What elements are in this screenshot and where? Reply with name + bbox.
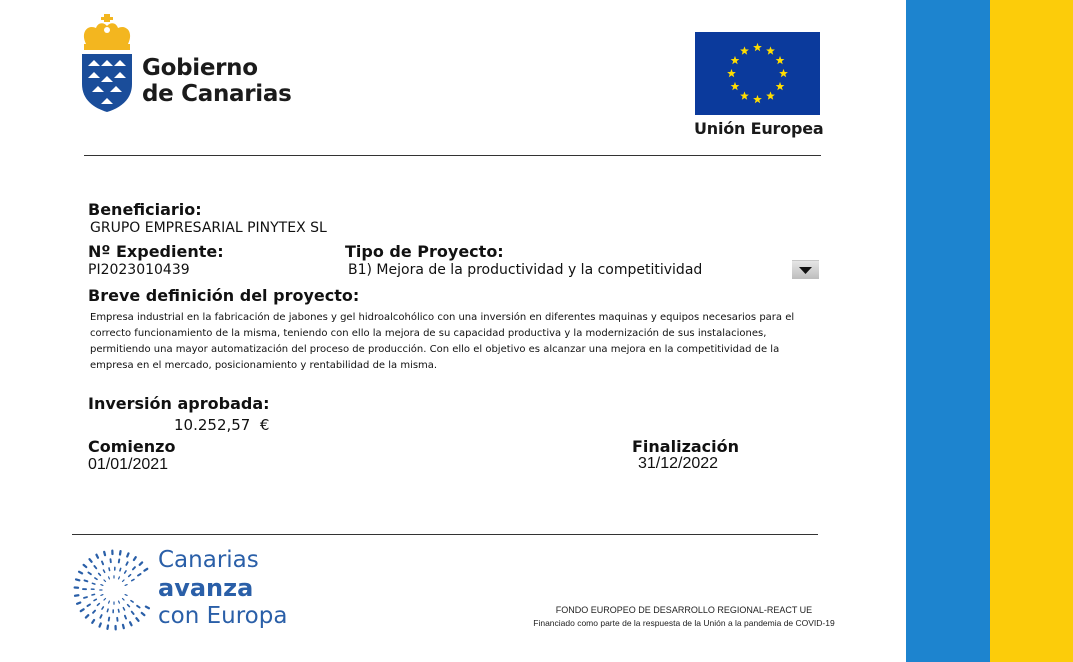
canarias-line2: avanza <box>158 574 254 602</box>
comienzo-label: Comienzo <box>88 437 176 456</box>
burst-dash <box>103 570 104 572</box>
fondo-line1: FONDO EUROPEO DE DESARROLLO REGIONAL-REACT UE <box>555 605 813 615</box>
burst-dash <box>104 598 106 600</box>
canarias-flag-yellow-stripe <box>990 0 1073 662</box>
burst-dash <box>101 595 103 596</box>
burst-dash <box>127 553 128 556</box>
burst-dash <box>125 595 127 596</box>
gobierno-canarias-crest-icon <box>80 14 134 112</box>
burst-dash <box>90 559 92 562</box>
definicion-label: Breve definición del proyecto: <box>88 286 360 305</box>
burst-dash <box>93 611 95 613</box>
gobierno-line2: de Canarias <box>142 81 292 107</box>
finalizacion-label: Finalización <box>632 437 740 456</box>
burst-dash <box>131 601 133 602</box>
burst-dash <box>94 566 96 568</box>
burst-dash <box>92 620 94 623</box>
definicion-value: Empresa industrial en la fabricación de jabones y gel hidroalcohólico con una inversión en diferentes maquinas y equipos necesarios para el correcto funcionamiento de la misma, teniendo con ello la mejora de su capacidad productiva y la modernización de sus instalaciones, permitiendo una mayor automatización del proceso de producción. Con ello el objetivo es alcanzar una mejora en la competitividad de la empresa en el mercado, posicionamiento y rentabilidad de la misma. <box>90 312 795 371</box>
burst-dash <box>136 618 138 621</box>
burst-dash <box>142 613 145 615</box>
tipo-proyecto-dropdown-button[interactable] <box>792 260 819 279</box>
burst-dash <box>125 616 126 619</box>
gobierno-canarias-wordmark <box>142 55 292 107</box>
burst-dash <box>85 580 88 581</box>
burst-dash <box>130 622 132 625</box>
tipo-proyecto-value[interactable]: B1) Mejora de la productividad y la competitividad <box>348 262 703 278</box>
burst-dash <box>132 612 134 614</box>
burst-dash <box>79 572 82 574</box>
burst-dash <box>94 599 96 600</box>
burst-dash <box>132 579 134 580</box>
chevron-down-icon <box>792 261 819 279</box>
inversion-label: Inversión aprobada: <box>88 394 270 413</box>
burst-dash <box>146 607 149 609</box>
burst-dash <box>119 577 120 579</box>
burst-dash <box>84 565 87 567</box>
burst-dash <box>84 597 87 598</box>
expediente-value: PI2023010439 <box>88 262 190 278</box>
burst-dash <box>100 623 101 626</box>
burst-dash <box>96 555 98 558</box>
burst-dash <box>125 571 126 573</box>
burst-dash <box>126 562 127 565</box>
currency-symbol: € <box>259 416 270 434</box>
burst-dash <box>137 606 139 608</box>
eu-flag-icon <box>695 32 820 115</box>
finalizacion-value: 31/12/2022 <box>638 455 719 472</box>
eu-label: Unión Europea <box>694 119 824 138</box>
burst-dash <box>144 569 147 571</box>
burst-dash <box>75 595 78 596</box>
burst-dash <box>109 601 110 603</box>
canarias-line3: con Europa <box>158 603 288 629</box>
burst-dash <box>123 625 124 628</box>
burst-dash <box>86 615 88 617</box>
gobierno-line1: Gobierno <box>142 55 258 81</box>
fondo-line2: Financiado como parte de la respuesta de la Unión a la pandemia de COVID-19 <box>533 618 835 628</box>
burst-dash <box>120 551 121 554</box>
burst-dash <box>99 573 101 575</box>
beneficiario-value: GRUPO EMPRESARIAL PINYTEX SL <box>90 220 327 236</box>
burst-dash <box>109 618 110 621</box>
burst-dash <box>128 605 130 607</box>
burst-dash <box>88 573 90 575</box>
canarias-flag-blue-stripe <box>906 0 990 662</box>
burst-dash <box>122 598 124 600</box>
burst-dash <box>118 610 119 613</box>
header-divider <box>84 155 821 156</box>
burst-dash <box>125 585 127 586</box>
burst-dash <box>133 567 135 569</box>
burst-dash <box>119 559 120 562</box>
expediente-label: Nº Expediente: <box>88 242 224 261</box>
burst-dash <box>123 608 124 610</box>
burst-dash <box>129 575 131 577</box>
burst-dash <box>77 603 80 604</box>
burst-dash <box>138 574 141 576</box>
footer-divider <box>72 534 818 535</box>
beneficiario-label: Beneficiario: <box>88 200 202 219</box>
comienzo-value: 01/01/2021 <box>88 456 169 473</box>
canarias-avanza-wordmark <box>158 546 287 631</box>
burst-dash <box>92 594 95 595</box>
feder-funding-note <box>520 604 848 630</box>
burst-dash <box>107 609 108 611</box>
burst-dash <box>120 568 121 570</box>
burst-dash <box>119 601 120 603</box>
inversion-amount: 10.252,57 <box>174 416 251 434</box>
burst-dash <box>81 609 84 611</box>
burst-dash <box>122 580 124 582</box>
burst-dash <box>102 607 103 609</box>
burst-dash <box>140 562 142 564</box>
tipo-proyecto-label: Tipo de Proyecto: <box>345 242 504 261</box>
burst-dash <box>102 561 103 564</box>
burst-dash <box>101 585 103 586</box>
burst-dash <box>104 580 106 582</box>
burst-dash <box>100 615 101 618</box>
burst-dash <box>109 568 110 571</box>
burst-dash <box>134 557 136 560</box>
inversion-value <box>174 416 269 434</box>
burst-dash <box>95 578 97 579</box>
burst-dash <box>97 604 99 606</box>
burst-dash <box>76 579 79 580</box>
canarias-line1: Canarias <box>158 547 259 573</box>
burst-dash <box>109 577 110 579</box>
burst-dash <box>87 604 90 606</box>
canarias-avanza-burst-icon <box>72 548 152 632</box>
burst-dash <box>104 552 105 555</box>
burst-dash <box>92 583 94 584</box>
burst-dash <box>107 626 108 629</box>
